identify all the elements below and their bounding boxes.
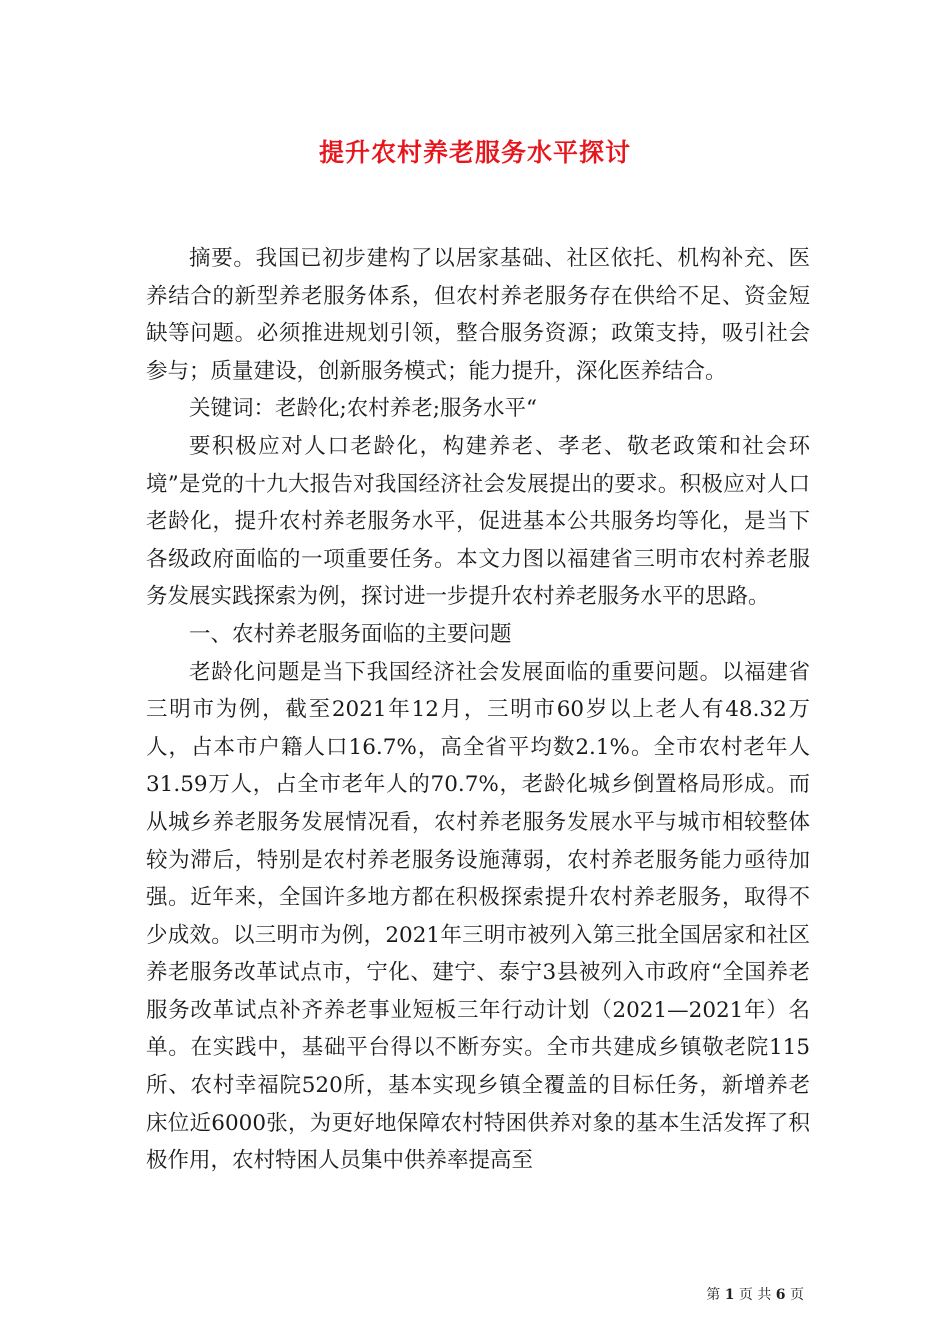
document-body: [146, 240, 810, 1180]
footer-suffix: 页: [790, 1287, 804, 1303]
footer-prefix: 第: [706, 1287, 721, 1303]
body-paragraph: 老龄化问题是当下我国经济社会发展面临的重要问题。以福建省三明市为例，截至2021年12月，三明市60岁以上老人有48.32万人，占本市户籍人口16.7%，高全省平均数2.1%。全市农村老年人31.59万人，占全市老年人的70.7%，老龄化城乡倒置格局形成。而从城乡养老服务发展情况看，农村养老服务发展水平与城市相较整体较为滞后，特别是农村养老服务设施薄弱，农村养老服务能力亟待加强。近年来，全国许多地方都在积极探索提升农村养老服务，取得不少成效。以三明市为例，2021年三明市被列入第三批全国居家和社区养老服务改革试点市，宁化、建宁、泰宁3县被列入市政府“全国养老服务改革试点补齐养老事业短板三年行动计划（2021—2021年）名单。在实践中，基础平台得以不断夯实。全市共建成乡镇敬老院115所、农村幸福院520所，基本实现乡镇全覆盖的目标任务，新增养老床位近6000张，为更好地保障农村特困供养对象的基本生活发挥了积极作用，农村特困人员集中供养率提高至: [146, 659, 810, 1174]
document-title: 提升农村养老服务水平探讨: [318, 138, 631, 167]
intro-paragraph: 要积极应对人口老龄化，构建养老、孝老、敬老政策和社会环境”是党的十九大报告对我国经济社会发展提出的要求。积极应对人口老龄化，提升农村养老服务水平，促进基本公共服务均等化，是当下各级政府面临的一项重要任务。本文力图以福建省三明市农村养老服务发展实践探索为例，探讨进一步提升农村养老服务水平的思路。: [146, 433, 810, 610]
footer-middle: 页 共: [738, 1287, 772, 1303]
section-heading: 一、农村养老服务面临的主要问题: [189, 621, 512, 647]
footer-total-pages: 6: [775, 1287, 786, 1303]
page-number-footer: [706, 1284, 804, 1304]
abstract-paragraph: 摘要。我国已初步建构了以居家基础、社区依托、机构补充、医养结合的新型养老服务体系，但农村养老服务存在供给不足、资金短缺等问题。必须推进规划引领，整合服务资源；政策支持，吸引社会参与；质量建设，创新服务模式；能力提升，深化医养结合。: [146, 246, 810, 384]
keywords-paragraph: 关键词：老龄化;农村养老;服务水平“: [189, 396, 537, 422]
footer-current-page: 1: [724, 1287, 735, 1303]
